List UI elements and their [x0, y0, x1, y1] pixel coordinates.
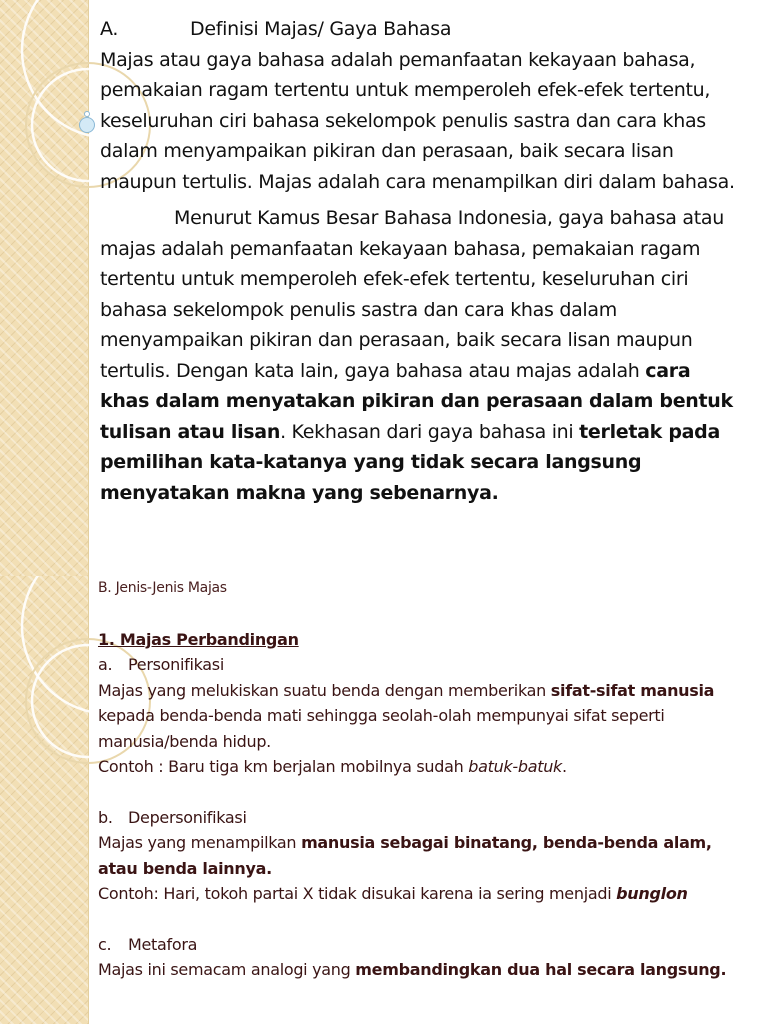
item-title: Depersonifikasi [128, 807, 247, 827]
para2-text-1: Menurut Kamus Besar Bahasa Indonesia, gaya bahasa atau majas adalah pemanfaatan kekayaan bahasa, pemakaian ragam tertentu untuk memperoleh efek-efek tertentu, keseluruhan ciri bahasa sekelompok penulis sastra dan cara khas dalam menyampaikan pikiran dan perasaan, baik secara lisan maupun tertulis. Dengan kata lain, gaya bahasa atau majas adalah [100, 207, 724, 382]
majas-perbandingan-heading: 1. Majas Perbandingan [98, 629, 299, 649]
item-title: Personifikasi [128, 655, 224, 674]
para2-text-2: . Kekhasan dari gaya bahasa ini [280, 420, 580, 443]
definition-content [100, 14, 740, 508]
example-text: Contoh : Baru tiga km berjalan mobilnya sudah [98, 757, 469, 776]
metafora-description [98, 957, 748, 983]
jenis-majas-content [98, 576, 748, 983]
desc-text: Majas ini semacam analogi yang [98, 960, 356, 979]
example-text-post: . [562, 757, 567, 776]
depersonifikasi-description [98, 830, 748, 881]
section-title-row [100, 14, 740, 45]
slide-jenis-majas [0, 576, 768, 1024]
personifikasi-example [98, 754, 748, 780]
section-number: A. [100, 18, 119, 40]
definition-paragraph-1: Majas atau gaya bahasa adalah pemanfaatan kekayaan bahasa, pemakaian ragam tertentu untuk memperoleh efek-efek tertentu, keseluruhan ciri bahasa sekelompok penulis sastra dan cara khas dalam menyampaikan pikiran dan perasaan, baik secara lisan maupun tertulis. Majas adalah cara menampilkan diri dalam bahasa. [100, 48, 735, 193]
example-italic: batuk-batuk [468, 757, 563, 776]
section-b-heading: B. Jenis-Jenis Majas [98, 580, 227, 596]
para2-bold-2: terletak pada pemilihan kata-katanya yang tidak secara langsung menyatakan makna yang sebenarnya. [100, 420, 720, 504]
decorative-dot [79, 117, 95, 133]
desc-bold: manusia sebagai binatang, benda-benda alam, atau benda lainnya. [98, 833, 712, 878]
definition-paragraph-2 [100, 203, 740, 508]
desc-bold: membandingkan dua hal secara langsung [355, 960, 721, 979]
depersonifikasi-example [98, 881, 748, 907]
desc-text: Majas yang menampilkan [98, 833, 302, 852]
example-text: Contoh: Hari, tokoh partai X tidak disukai karena ia sering menjadi [98, 884, 617, 903]
desc-bold: sifat-sifat manusia [550, 680, 715, 700]
item-metafora-title [98, 932, 748, 958]
item-label: c. [98, 934, 112, 954]
item-label: a. [98, 655, 113, 674]
section-title: Definisi Majas/ Gaya Bahasa [190, 18, 452, 40]
desc-text-post: . [720, 960, 727, 979]
desc-text-post: kepada benda-benda mati sehingga seolah-olah mempunyai sifat seperti manusia/benda hidup. [98, 706, 665, 751]
item-title: Metafora [128, 934, 198, 954]
para2-bold-1: cara khas dalam menyatakan pikiran dan perasaan dalam bentuk tulisan atau lisan [100, 359, 733, 443]
example-italic: bunglon [616, 884, 688, 903]
item-personifikasi-title [98, 652, 748, 678]
personifikasi-description [98, 678, 748, 755]
item-label: b. [98, 807, 113, 827]
desc-text: Majas yang melukiskan suatu benda dengan memberikan [98, 680, 551, 700]
item-depersonifikasi-title [98, 805, 748, 831]
